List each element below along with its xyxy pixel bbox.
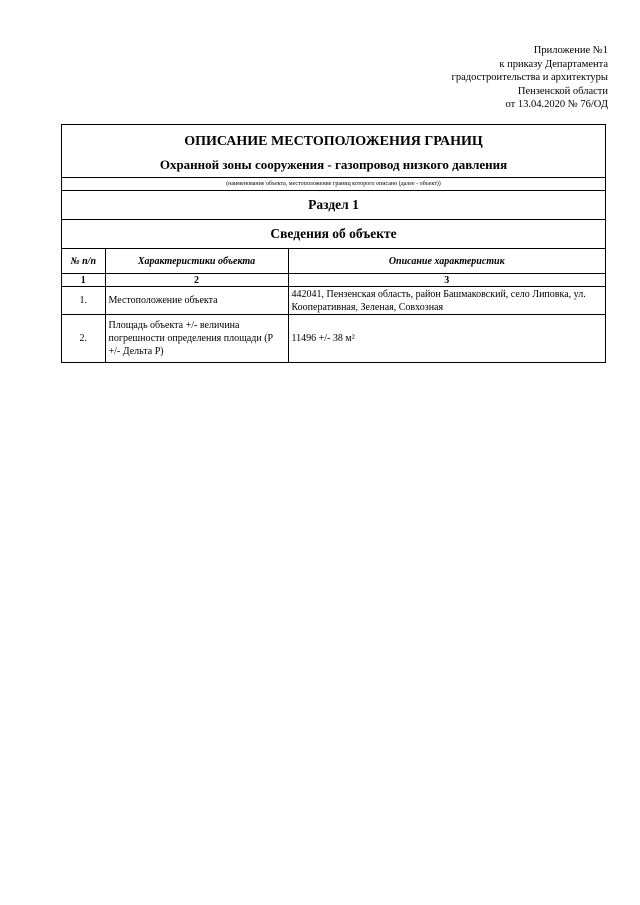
description-cell: 11496 +/- 38 м² — [288, 315, 605, 363]
column-header: Характеристики объекта — [105, 249, 288, 274]
section-heading: Раздел 1 — [62, 191, 605, 220]
header-line: Приложение №1 — [533, 45, 608, 56]
document-subtitle: Охранной зоны сооружения - газопровод низкого давления — [62, 153, 605, 178]
object-info-table — [62, 249, 605, 362]
header-line: градостроительства и архитектуры — [451, 72, 608, 84]
document-header — [452, 44, 608, 112]
column-number: 3 — [288, 274, 605, 287]
section-title: Сведения об объекте — [62, 220, 605, 249]
table-header-row — [62, 249, 605, 274]
header-line: Пензенской области — [517, 85, 608, 97]
table-row — [62, 287, 605, 315]
table-row — [62, 315, 605, 363]
row-number: 2. — [62, 315, 105, 363]
column-number: 2 — [105, 274, 288, 287]
header-line: от 13.04.2020 № 76/ОД — [505, 99, 608, 111]
document-title: ОПИСАНИЕ МЕСТОПОЛОЖЕНИЯ ГРАНИЦ — [184, 134, 483, 149]
column-number-row — [62, 274, 605, 287]
column-header: Описание характеристик — [288, 249, 605, 274]
header-line: к приказу Департамента — [499, 58, 608, 70]
document-caption: (наименование объекта, местоположение границ которого описано (далее - объект)) — [62, 178, 605, 191]
characteristic-cell: Местоположение объекта — [105, 287, 288, 315]
boundary-description-form — [61, 124, 606, 363]
description-cell: 442041, Пензенская область, район Башмаковский, село Липовка, ул. Кооперативная, Зеленая, Совхозная — [288, 287, 605, 315]
characteristic-cell: Площадь объекта +/- величина погрешности определения площади (Р +/- Дельта Р) — [105, 315, 288, 363]
column-number: 1 — [62, 274, 105, 287]
row-number: 1. — [62, 287, 105, 315]
column-header: № п/п — [62, 249, 105, 274]
